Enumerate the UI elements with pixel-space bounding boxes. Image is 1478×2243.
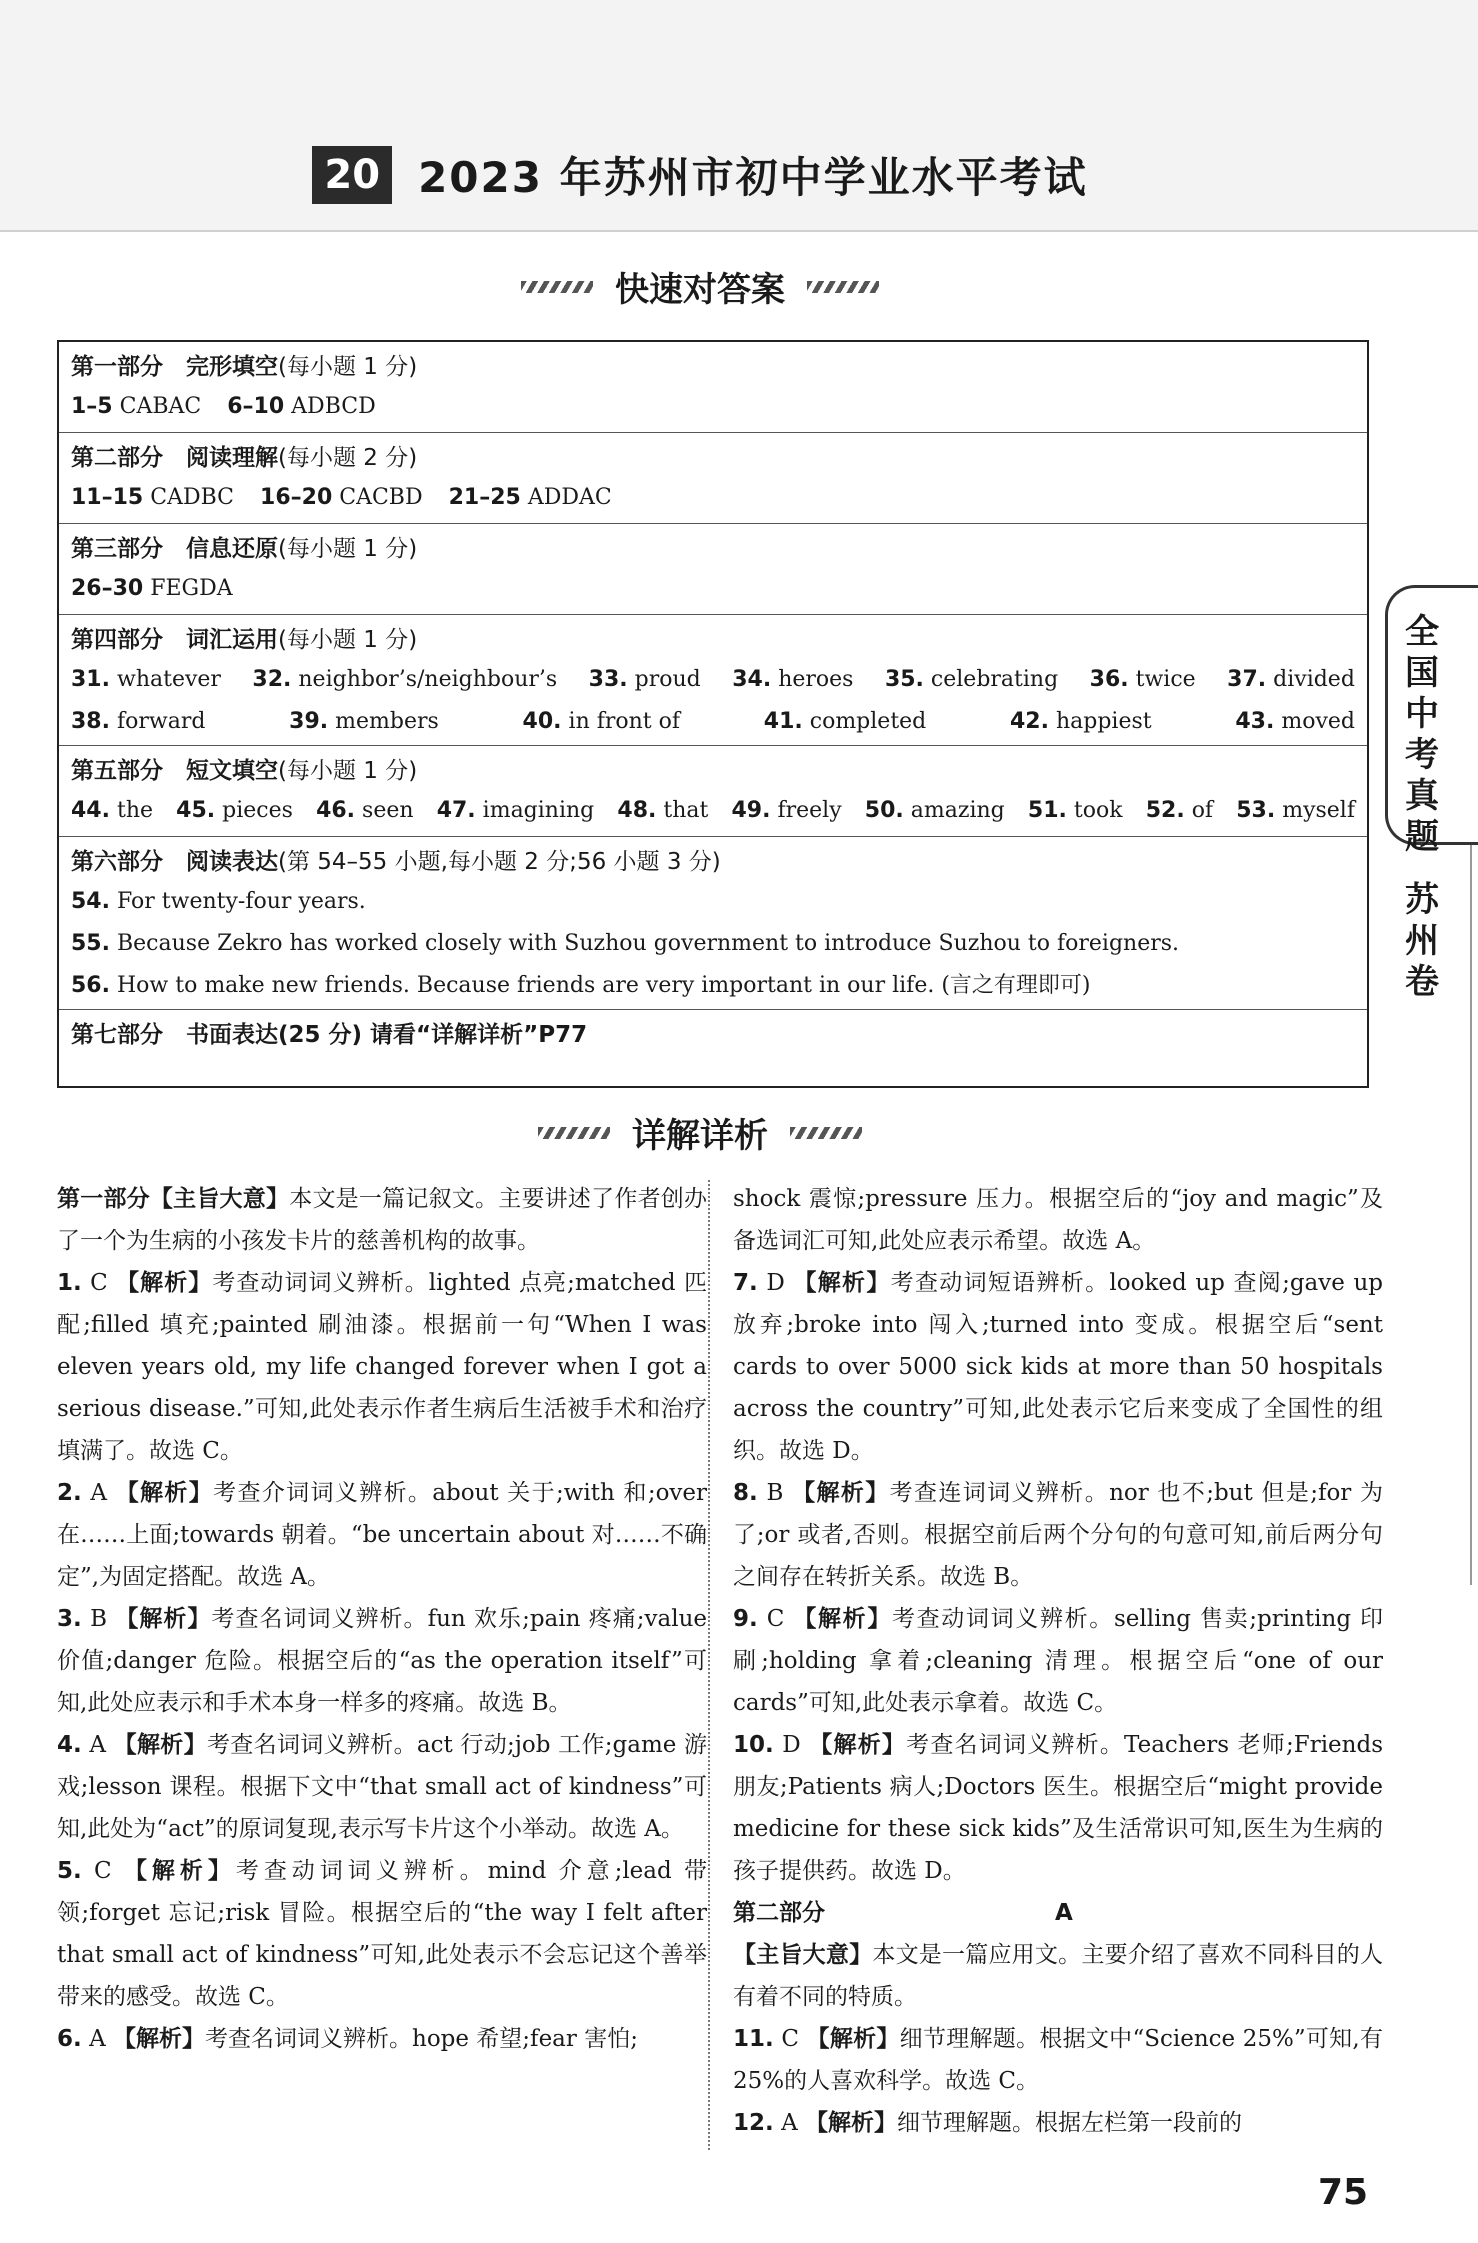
analysis-tag: 【解析】 [792,1480,890,1506]
question-number: 8. [733,1480,758,1506]
header-rule [0,230,1478,232]
answer-letter: D [782,1732,801,1758]
answer-part-heading [71,843,1355,881]
answer-number: 48. [617,798,657,823]
analysis-tag: 【解析】 [793,1606,892,1632]
answer-table [57,340,1369,1088]
answer-number: 1–5 [71,394,113,419]
answer-letter: D [766,1270,785,1296]
answer-entry [71,973,1091,998]
answer-entry [1146,790,1213,832]
answer-value: freely [777,798,842,823]
passage-letter: A [1055,1900,1073,1926]
answer-entry [252,659,557,701]
answer-value: happiest [1055,709,1152,734]
exam-title [0,145,1400,205]
answer-value: CADBC [150,485,235,510]
analysis-text: 考查名词词义辨析。Teachers 老师;Friends 朋友;Patients 病人;Doctors 医生。根据空后“might provide medicine for these sick kids”及生活常识可知,医生为生病的孩子提供药。故选 D。 [733,1732,1384,1884]
answer-letter: B [766,1480,784,1506]
answer-number: 43. [1235,709,1275,734]
answer-number: 31. [71,667,110,692]
volume-label: 苏州卷 [1405,880,1439,1002]
question-number: 1. [57,1270,82,1296]
decor-stripes-icon [521,281,593,293]
explanation-item [733,1262,1383,1472]
part-title: 第六部分 阅读表达 [71,849,278,875]
answer-number: 6–10 [227,394,285,419]
quick-answer-heading [0,262,1400,311]
part-title: 第二部分 阅读理解 [71,445,278,471]
question-number: 9. [733,1606,758,1632]
analysis-tag: 【解析】 [123,1858,236,1884]
question-number: 4. [57,1732,82,1758]
question-number: 5. [57,1858,82,1884]
answer-value: the [116,798,154,823]
answer-part [59,1010,1367,1058]
answer-entry [1236,790,1355,832]
detail-heading [0,1108,1400,1157]
explanation-item [733,1472,1383,1598]
answer-entry [260,485,423,510]
answer-value: celebrating [930,667,1059,692]
answer-entry [732,659,853,701]
answer-number: 46. [316,798,356,823]
answer-entry [176,790,293,832]
answer-value: took [1073,798,1123,823]
answer-value: FEGDA [150,576,233,601]
answer-value: How to make new friends. Because friends are very important in our life. (言之有理即可) [116,973,1091,998]
answer-number: 56. [71,973,110,998]
explanation-item [57,2018,707,2060]
answer-number: 35. [884,667,924,692]
answer-value: in front of [568,709,681,734]
answer-number: 32. [252,667,292,692]
answer-number: 49. [731,798,771,823]
answer-value: twice [1135,667,1196,692]
answer-part [59,342,1367,433]
decor-stripes-icon [538,1127,610,1139]
answer-number: 40. [522,709,562,734]
answer-entry [1227,659,1355,701]
part-score-note: (每小题 1 分) [278,758,418,784]
answer-number: 52. [1145,798,1185,823]
column-divider [708,1180,710,2150]
answer-value: ADDAC [527,485,612,510]
answer-entry [1010,701,1152,743]
answer-value: completed [809,709,927,734]
answer-entry [71,701,205,743]
analysis-tag: 【解析】 [115,1480,214,1506]
answer-letter: C [90,1270,108,1296]
answer-part-heading [71,752,1355,790]
answer-part-heading [71,621,1355,659]
answer-entry [71,485,234,510]
analysis-text: 考查动词词义辨析。mind 介意;lead 带领;forget 忘记;risk 冒险。根据空后的“the way I felt after that small act of kindness”可知,此处表示不会忘记这个善举带来的感受。故选 C。 [57,1858,708,2010]
answer-number: 37. [1227,667,1267,692]
answer-letter: A [89,2026,106,2052]
answer-number: 36. [1089,667,1129,692]
analysis-tag: 【解析】 [113,2026,205,2052]
question-number: 6. [57,2026,82,2052]
answer-letter: C [94,1858,112,1884]
answer-entry [523,701,680,743]
answer-value: pieces [222,798,293,823]
answer-number: 39. [289,709,329,734]
answer-entry [1090,659,1196,701]
analysis-tag: 【解析】 [115,1606,212,1632]
answer-entry [289,701,439,743]
explanation-right-column [733,1178,1383,2144]
analysis-text: 细节理解题。根据文中“Science 25%”可知,有 25%的人喜欢科学。故选 C。 [733,2026,1384,2094]
answer-part [59,524,1367,615]
answer-number: 33. [588,667,628,692]
answer-number: 45. [176,798,216,823]
answer-value: neighbor’s/neighbour’s [298,667,558,692]
answer-entry [732,790,842,832]
answer-number: 26–30 [71,576,144,601]
answer-part [59,837,1367,1010]
analysis-tag: 【解析】 [806,2026,900,2052]
answer-value: myself [1282,798,1355,823]
analysis-text: 考查连词词义辨析。nor 也不;but 但是;for 为了;or 或者,否则。根据空前后两个分句的句意可知,前后两分句之间存在转折关系。故选 B。 [733,1480,1383,1590]
question-number: 12. [733,2110,774,2136]
explanation-item [57,1472,707,1598]
answer-entry [71,659,221,701]
answer-letter: A [89,1732,107,1758]
answer-number: 41. [763,709,803,734]
answer-value: CABAC [119,394,202,419]
answer-value: proud [634,667,701,692]
answer-letter: A [781,2110,798,2136]
explanation-item [57,1598,707,1724]
part-title: 第七部分 书面表达(25 分) 请看“详解详析”P77 [71,1022,588,1048]
answer-value: For twenty-four years. [116,889,366,914]
decor-stripes-icon [790,1127,862,1139]
continued-text: shock 震惊;pressure 压力。根据空后的“joy and magic”及备选词汇可知,此处应表示希望。故选 A。 [733,1186,1383,1254]
exam-title-text: 2023 年苏州市初中学业水平考试 [418,153,1088,202]
answer-line [71,701,1355,743]
series-label: 全国中考真题 [1405,612,1439,857]
answer-number: 16–20 [260,485,333,510]
answer-value: that [663,798,709,823]
exam-number-badge: 20 [312,146,392,204]
summary-paragraph [57,1178,707,1262]
answer-part-heading [71,348,1355,386]
analysis-text: 考查名词词义辨析。hope 希望;fear 害怕; [205,2026,638,2052]
answer-letter: C [766,1606,785,1632]
answer-entry [71,931,1179,956]
answer-value: divided [1273,667,1355,692]
answer-entry [71,889,366,914]
answer-number: 11–15 [71,485,144,510]
answer-entry [71,394,201,419]
explanation-left-column [57,1178,707,2060]
question-number: 10. [733,1732,774,1758]
part-score-note: (每小题 1 分) [278,627,418,653]
answer-value: members [335,709,439,734]
answer-entry [589,659,701,701]
part-title: 第四部分 词汇运用 [71,627,278,653]
analysis-text: 考查动词词义辨析。lighted 点亮;matched 匹配;filled 填充;painted 刷油漆。根据前一句“When I was eleven years old, my life changed forever when I got a serious disease.”可知,此处表示作者生病后生活被手术和治疗填满了。故选 C。 [57,1270,708,1464]
answer-value: CACBD [339,485,423,510]
answer-entry [71,576,233,601]
answer-line [71,568,1355,610]
analysis-tag: 【解析】 [809,1732,907,1758]
page-number: 75 [1318,2172,1369,2213]
answer-line [71,881,1355,923]
answer-entry [71,790,153,832]
explanation-item [733,1598,1383,1724]
quick-answer-title: 快速对答案 [615,270,785,310]
part-score-note: (每小题 1 分) [278,536,418,562]
answer-number: 34. [732,667,772,692]
answer-number: 53. [1236,798,1276,823]
analysis-text: 考查名词词义辨析。act 行动;job 工作;game 游戏;lesson 课程。根据下文中“that small act of kindness”可知,此处为“act”的原词复现,表示写卡片这个小举动。故选 A。 [57,1732,708,1842]
answer-value: moved [1281,709,1355,734]
summary-head: 第一部分【主旨大意】 [57,1186,290,1212]
explanation-item [57,1850,707,2018]
part-score-note: (每小题 1 分) [278,354,418,380]
answer-letter: C [781,2026,799,2052]
analysis-tag: 【解析】 [805,2110,897,2136]
answer-entry [1028,790,1123,832]
analysis-tag: 【解析】 [793,1270,891,1296]
answer-number: 54. [71,889,110,914]
explanation-item [733,2102,1383,2144]
analysis-text: 细节理解题。根据左栏第一段前的 [897,2110,1242,2136]
question-number: 2. [57,1480,82,1506]
answer-line [71,923,1355,965]
analysis-text: 考查动词词义辨析。selling 售卖;printing 印刷;holding 拿着;cleaning 清理。根据空后“one of our cards”可知,此处表示拿着。故选 C。 [733,1606,1384,1716]
analysis-text: 考查动词短语辨析。looked up 查阅;gave up 放弃;broke into 闯入;turned into 变成。根据空后“sent cards to over 5000 sick kids at more than 50 hospitals across the country”可知,此处表示它后来变成了全国性的组织。故选 D。 [733,1270,1384,1464]
answer-value: of [1191,798,1214,823]
answer-entry [437,790,595,832]
answer-value: ADBCD [291,394,376,419]
answer-entry [617,790,708,832]
answer-entry [764,701,927,743]
decor-stripes-icon [807,281,879,293]
answer-value: imagining [482,798,595,823]
summary-text: 本文是一篇应用文。主要介绍了喜欢不同科目的人有着不同的特质。 [733,1942,1384,2010]
answer-line [71,659,1355,701]
part-title: 第一部分 完形填空 [71,354,278,380]
part-two-label: 第二部分 [733,1900,825,1926]
answer-line [71,965,1355,1007]
answer-value: forward [116,709,206,734]
answer-entry [449,485,612,510]
part-title: 第三部分 信息还原 [71,536,278,562]
answer-line [71,386,1355,428]
answer-part [59,615,1367,746]
summary-paragraph [733,1934,1383,2018]
answer-entry [227,394,376,419]
analysis-tag: 【解析】 [113,1732,207,1758]
answer-letter: A [90,1480,108,1506]
answer-value: heroes [778,667,854,692]
explanation-item [57,1724,707,1850]
analysis-text: 考查介词词义辨析。about 关于;with 和;over 在……上面;towards 朝着。“be uncertain about 对……不确定”,为固定搭配。故选 A。 [57,1480,708,1590]
question-number: 3. [57,1606,82,1632]
answer-entry [1235,701,1355,743]
answer-part [59,433,1367,524]
summary-text: 本文是一篇记叙文。主要讲述了作者创办了一个为生病的小孩发卡片的慈善机构的故事。 [57,1186,708,1254]
answer-number: 38. [71,709,110,734]
question-number: 11. [733,2026,774,2052]
answer-number: 47. [436,798,476,823]
analysis-tag: 【解析】 [116,1270,213,1296]
part-score-note: (每小题 2 分) [278,445,418,471]
answer-line [71,477,1355,519]
answer-part-heading [71,1016,1355,1054]
answer-value: whatever [116,667,221,692]
answer-number: 51. [1027,798,1067,823]
answer-part-heading [71,530,1355,568]
answer-number: 21–25 [448,485,521,510]
answer-entry [865,790,1005,832]
question-number: 7. [733,1270,758,1296]
explanation-item [733,1724,1383,1892]
detail-title: 详解详析 [632,1116,768,1156]
answer-letter: B [90,1606,107,1632]
answer-part-heading [71,439,1355,477]
explanation-item [57,1262,707,1472]
answer-number: 44. [71,798,110,823]
answer-number: 42. [1010,709,1049,734]
answer-value: Because Zekro has worked closely with Suzhou government to introduce Suzhou to foreigners. [116,931,1180,956]
answer-part [59,746,1367,837]
summary-head: 【主旨大意】 [733,1942,873,1968]
answer-value: amazing [910,798,1005,823]
part-title: 第五部分 短文填空 [71,758,278,784]
answer-line [71,790,1355,832]
part-two-heading [733,1892,1383,1934]
answer-number: 55. [71,931,110,956]
analysis-text: 考查名词词义辨析。fun 欢乐;pain 疼痛;value 价值;danger 危险。根据空后的“as the operation itself”可知,此处应表示和手术本身一样多的疼痛。故选 B。 [57,1606,708,1716]
answer-entry [885,659,1058,701]
part-score-note: (第 54–55 小题,每小题 2 分;56 小题 3 分) [278,849,721,875]
answer-value: seen [362,798,414,823]
explanation-item [733,2018,1383,2102]
answer-entry [316,790,413,832]
answer-number: 50. [864,798,904,823]
